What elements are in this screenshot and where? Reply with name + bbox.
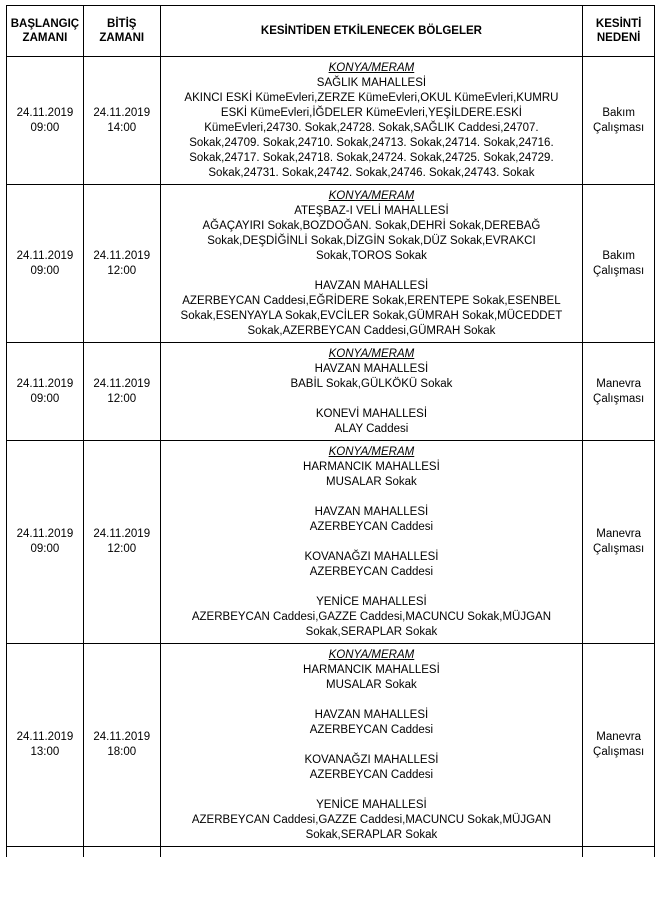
affected-areas-cell [160,343,583,441]
start-cell-line1: 24.11.2019 [16,731,74,743]
start-cell-line2: 09:00 [30,543,60,555]
end-cell [83,343,160,441]
end-cell-line2: 12:00 [107,264,137,277]
end-cell-line1: 24.11.2019 [93,377,151,390]
affected-areas-cell [160,185,583,343]
block-spacer [163,490,581,505]
start-cell-line1: 24.11.2019 [16,106,74,119]
end-cell [83,185,160,343]
street-list-line: Sokak,24731. Sokak,24742. Sokak,24746. Sokak,24743. Sokak [208,167,535,179]
regions-header-label: KESİNTİDEN ETKİLENECEK BÖLGELER [260,25,482,37]
reason-cell [583,441,655,644]
street-list-line: Sokak,24709. Sokak,24710. Sokak,24713. Sokak,24714. Sokak,24716. [189,137,554,149]
empty-cell [7,847,84,858]
reason-cell-line1: Manevra [596,731,641,743]
block-spacer [163,580,581,595]
start-cell [7,57,84,185]
end-cell-line1: 24.11.2019 [93,528,151,540]
reason-cell-line2: Çalışması [593,121,645,134]
block-spacer [163,392,581,407]
reason-cell-line2: Çalışması [593,392,645,405]
reason-cell [583,343,655,441]
start-cell-line2: 13:00 [30,746,60,758]
neighborhood-name: YENİCE MAHALLESİ [316,596,427,608]
street-list-line: AZERBEYCAN Caddesi [309,769,434,781]
table-row [7,644,655,847]
empty-cell [583,847,655,858]
end-cell-line2: 14:00 [107,121,137,134]
end-time-header [83,6,160,57]
street-list-line: BABİL Sokak,GÜLKÖKÜ Sokak [290,378,453,390]
street-list-line: AĞAÇAYIRI Sokak,BOZDOĞAN. Sokak,DEHRİ Sokak,DEREBAĞ [202,220,541,232]
affected-areas-cell [160,57,583,185]
affected-areas-cell [160,644,583,847]
street-list-line: Sokak,AZERBEYCAN Caddesi,GÜMRAH Sokak [247,325,496,337]
table-row [7,57,655,185]
end-cell [83,644,160,847]
header-row [7,6,655,57]
street-list-line: KümeEvleri,24730. Sokak,24728. Sokak,SAĞLIK Caddesi,24707. [204,122,539,134]
reason-cell-line2: Çalışması [593,543,645,555]
end-header-line2: ZAMANI [99,32,145,44]
regions-header [160,6,583,57]
end-cell-line1: 24.11.2019 [93,106,151,119]
neighborhood-name: KOVANAĞZI MAHALLESİ [304,551,439,563]
reason-cell-line2: Çalışması [593,746,645,758]
start-cell-line2: 09:00 [30,392,60,405]
street-list-line: AZERBEYCAN Caddesi,GAZZE Caddesi,MACUNCU Sokak,MÜJGAN [191,611,552,623]
start-time-header [7,6,84,57]
table-row [7,185,655,343]
neighborhood-name: KONEVİ MAHALLESİ [315,408,428,420]
neighborhood-name: HAVZAN MAHALLESİ [314,709,429,721]
empty-cell [160,847,583,858]
end-cell-line1: 24.11.2019 [93,731,151,743]
neighborhood-name: HARMANCIK MAHALLESİ [303,461,440,473]
start-cell-line1: 24.11.2019 [16,377,74,390]
region-name: KONYA/MERAM [328,649,415,661]
street-list-line: AZERBEYCAN Caddesi [309,566,434,578]
neighborhood-name: HAVZAN MAHALLESİ [314,506,429,518]
reason-cell-line1: Bakım [602,249,635,262]
table-body [7,57,655,858]
neighborhood-name: SAĞLIK MAHALLESİ [316,77,427,89]
end-header-line1: BİTİŞ [107,18,137,30]
start-header-line1: BAŞLANGIÇ [10,18,80,30]
reason-cell-line1: Bakım [602,106,635,119]
street-list-line: Sokak,SERAPLAR Sokak [305,626,438,638]
reason-cell-line1: Manevra [596,377,641,390]
block-spacer [163,738,581,753]
reason-cell-line1: Manevra [596,528,641,540]
end-cell-line2: 12:00 [107,543,137,555]
block-spacer [163,693,581,708]
street-list-line: Sokak,TOROS Sokak [315,250,427,262]
reason-header-line1: KESİNTİ [595,18,642,30]
street-list-line: AKINCI ESKİ KümeEvleri,ZERZE KümeEvleri,OKUL KümeEvleri,KUMRU [184,92,559,104]
start-cell [7,343,84,441]
block-spacer [163,264,581,279]
neighborhood-name: ATEŞBAZ-I VELİ MAHALLESİ [294,205,449,217]
street-list-line: Sokak,DEŞDİĞİNLİ Sokak,DİZGİN Sokak,DÜZ Sokak,EVRAKCI [207,235,536,247]
start-cell-line2: 09:00 [30,264,60,277]
affected-areas-cell [160,441,583,644]
start-cell-line1: 24.11.2019 [16,528,74,540]
street-list-line: MUSALAR Sokak [326,476,417,488]
region-name: KONYA/MERAM [328,348,415,360]
block-spacer [163,535,581,550]
start-cell-line2: 09:00 [30,121,60,134]
start-cell [7,644,84,847]
start-cell [7,441,84,644]
reason-header-line2: NEDENİ [596,32,641,44]
street-list-line: AZERBEYCAN Caddesi,EĞRİDERE Sokak,ERENTEPE Sokak,ESENBEL [182,295,561,307]
street-list-line: Sokak,SERAPLAR Sokak [305,829,438,841]
reason-cell [583,57,655,185]
neighborhood-name: HARMANCIK MAHALLESİ [303,664,440,676]
neighborhood-name: KOVANAĞZI MAHALLESİ [304,754,439,766]
street-list-line: AZERBEYCAN Caddesi [309,724,434,736]
outage-table [6,5,655,857]
street-list-line: AZERBEYCAN Caddesi [309,521,434,533]
region-name: KONYA/MERAM [328,446,415,458]
street-list-line: MUSALAR Sokak [326,679,417,691]
reason-cell-line2: Çalışması [593,264,645,277]
neighborhood-name: HAVZAN MAHALLESİ [314,280,429,292]
table-row-partial [7,847,655,858]
street-list-line: ALAY Caddesi [334,423,409,435]
reason-cell [583,644,655,847]
region-name: KONYA/MERAM [328,190,415,202]
neighborhood-name: HAVZAN MAHALLESİ [314,363,429,375]
table-row [7,343,655,441]
street-list-line: AZERBEYCAN Caddesi,GAZZE Caddesi,MACUNCU Sokak,MÜJGAN [191,814,552,826]
street-list-line: Sokak,24717. Sokak,24718. Sokak,24724. Sokak,24725. Sokak,24729. [189,152,554,164]
reason-header [583,6,655,57]
neighborhood-name: YENİCE MAHALLESİ [316,799,427,811]
end-cell-line1: 24.11.2019 [93,249,151,262]
start-header-line2: ZAMANI [22,32,68,44]
empty-cell [83,847,160,858]
street-list-line: ESKİ KümeEvleri,İĞDELER KümeEvleri,YEŞİLDERE.ESKİ [220,107,522,119]
block-spacer [163,783,581,798]
end-cell [83,441,160,644]
region-name: KONYA/MERAM [328,62,415,74]
end-cell-line2: 12:00 [107,392,137,405]
table-row [7,441,655,644]
street-list-line: Sokak,ESENYAYLA Sokak,EVCİLER Sokak,GÜMRAH Sokak,MÜCEDDET [180,310,563,322]
end-cell [83,57,160,185]
start-cell-line1: 24.11.2019 [16,249,74,262]
start-cell [7,185,84,343]
outage-document [6,5,655,857]
reason-cell [583,185,655,343]
end-cell-line2: 18:00 [107,746,137,758]
